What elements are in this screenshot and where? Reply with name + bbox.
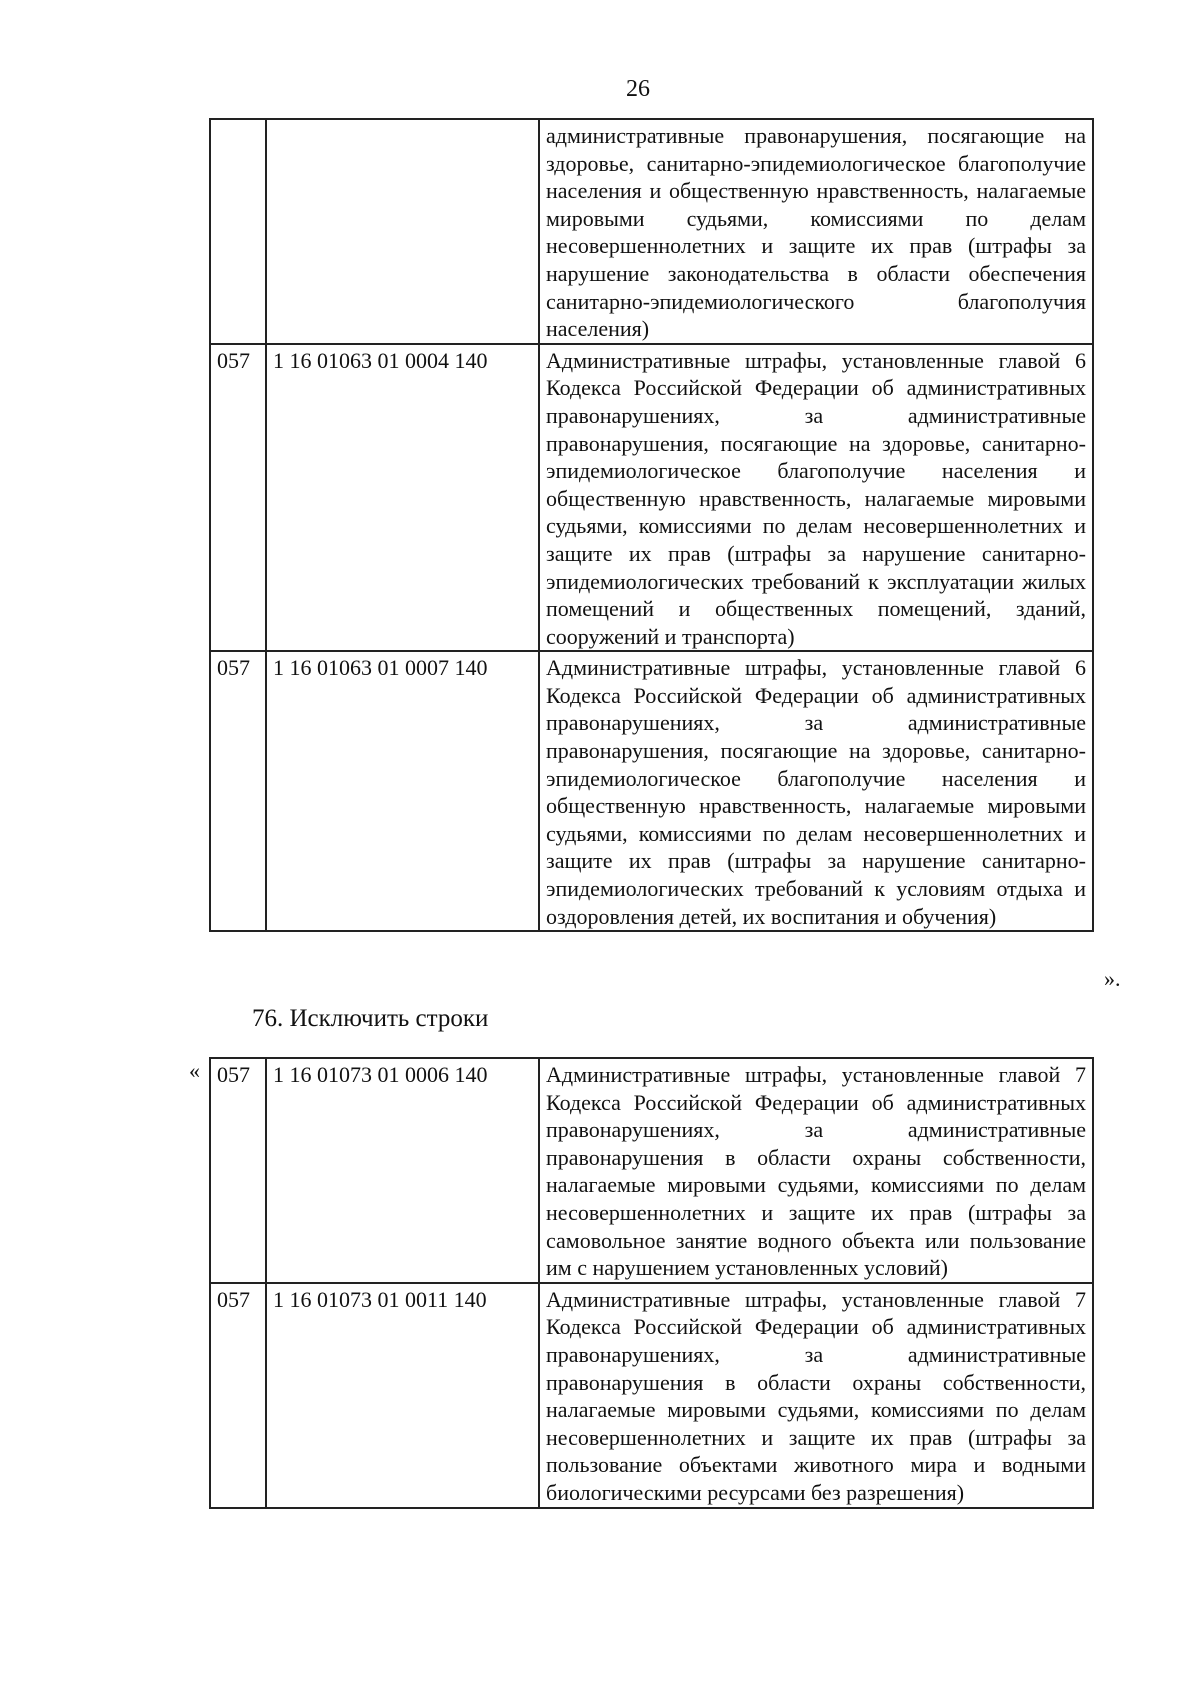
admin-code-cell: 057 <box>210 1283 266 1508</box>
closing-quote: ». <box>1104 966 1121 991</box>
codes-table-excluded <box>209 1057 1094 1509</box>
table-row <box>210 119 1093 344</box>
description-cell: Административные штрафы, установленные главой 7 Кодекса Российской Федерации об административных правонарушениях, за административные правонарушения в области охраны собственности, налагаемые мировыми судьями, комиссиями по делам несовершеннолетних и защите их прав (штрафы за самовольное занятие водного объекта или пользование им с нарушением установленных условий) <box>539 1058 1093 1283</box>
budget-code-cell: 1 16 01063 01 0007 140 <box>266 651 539 931</box>
budget-code-cell: 1 16 01063 01 0004 140 <box>266 344 539 652</box>
budget-code-cell <box>266 119 539 344</box>
table-row <box>210 1283 1093 1508</box>
admin-code-cell <box>210 119 266 344</box>
table-row <box>210 344 1093 652</box>
description-cell: Административные штрафы, установленные главой 7 Кодекса Российской Федерации об административных правонарушениях, за административные правонарушения в области охраны собственности, налагаемые мировыми судьями, комиссиями по делам несовершеннолетних и защите их прав (штрафы за пользование объектами животного мира и водными биологическими ресурсами без разрешения) <box>539 1283 1093 1508</box>
codes-table-continued <box>209 118 1094 932</box>
description-cell: Административные штрафы, установленные главой 6 Кодекса Российской Федерации об административных правонарушениях, за административные правонарушения, посягающие на здоровье, санитарно-эпидемиологическое благополучие населения и общественную нравственность, налагаемые мировыми судьями, комиссиями по делам несовершеннолетних и защите их прав (штрафы за нарушение санитарно-эпидемиологических требований к условиям отдыха и оздоровления детей, их воспитания и обучения) <box>539 651 1093 931</box>
admin-code-cell: 057 <box>210 651 266 931</box>
description-cell: Административные штрафы, установленные главой 6 Кодекса Российской Федерации об административных правонарушениях, за административные правонарушения, посягающие на здоровье, санитарно-эпидемиологическое благополучие населения и общественную нравственность, налагаемые мировыми судьями, комиссиями по делам несовершеннолетних и защите их прав (штрафы за нарушение санитарно-эпидемиологических требований к эксплуатации жилых помещений и общественных помещений, зданий, сооружений и транспорта) <box>539 344 1093 652</box>
table-row <box>210 651 1093 931</box>
budget-code-cell: 1 16 01073 01 0006 140 <box>266 1058 539 1283</box>
budget-code-cell: 1 16 01073 01 0011 140 <box>266 1283 539 1508</box>
admin-code-cell: 057 <box>210 1058 266 1283</box>
table-row <box>210 1058 1093 1283</box>
admin-code-cell: 057 <box>210 344 266 652</box>
opening-quote: « <box>189 1058 200 1083</box>
page-number: 26 <box>626 76 650 102</box>
section-heading: 76. Исключить строки <box>252 1005 489 1032</box>
description-cell: административные правонарушения, посягающие на здоровье, санитарно-эпидемиологическое благополучие населения и общественную нравственность, налагаемые мировыми судьями, комиссиями по делам несовершеннолетних и защите их прав (штрафы за нарушение законодательства в области обеспечения санитарно-эпидемиологического благополучия населения) <box>539 119 1093 344</box>
